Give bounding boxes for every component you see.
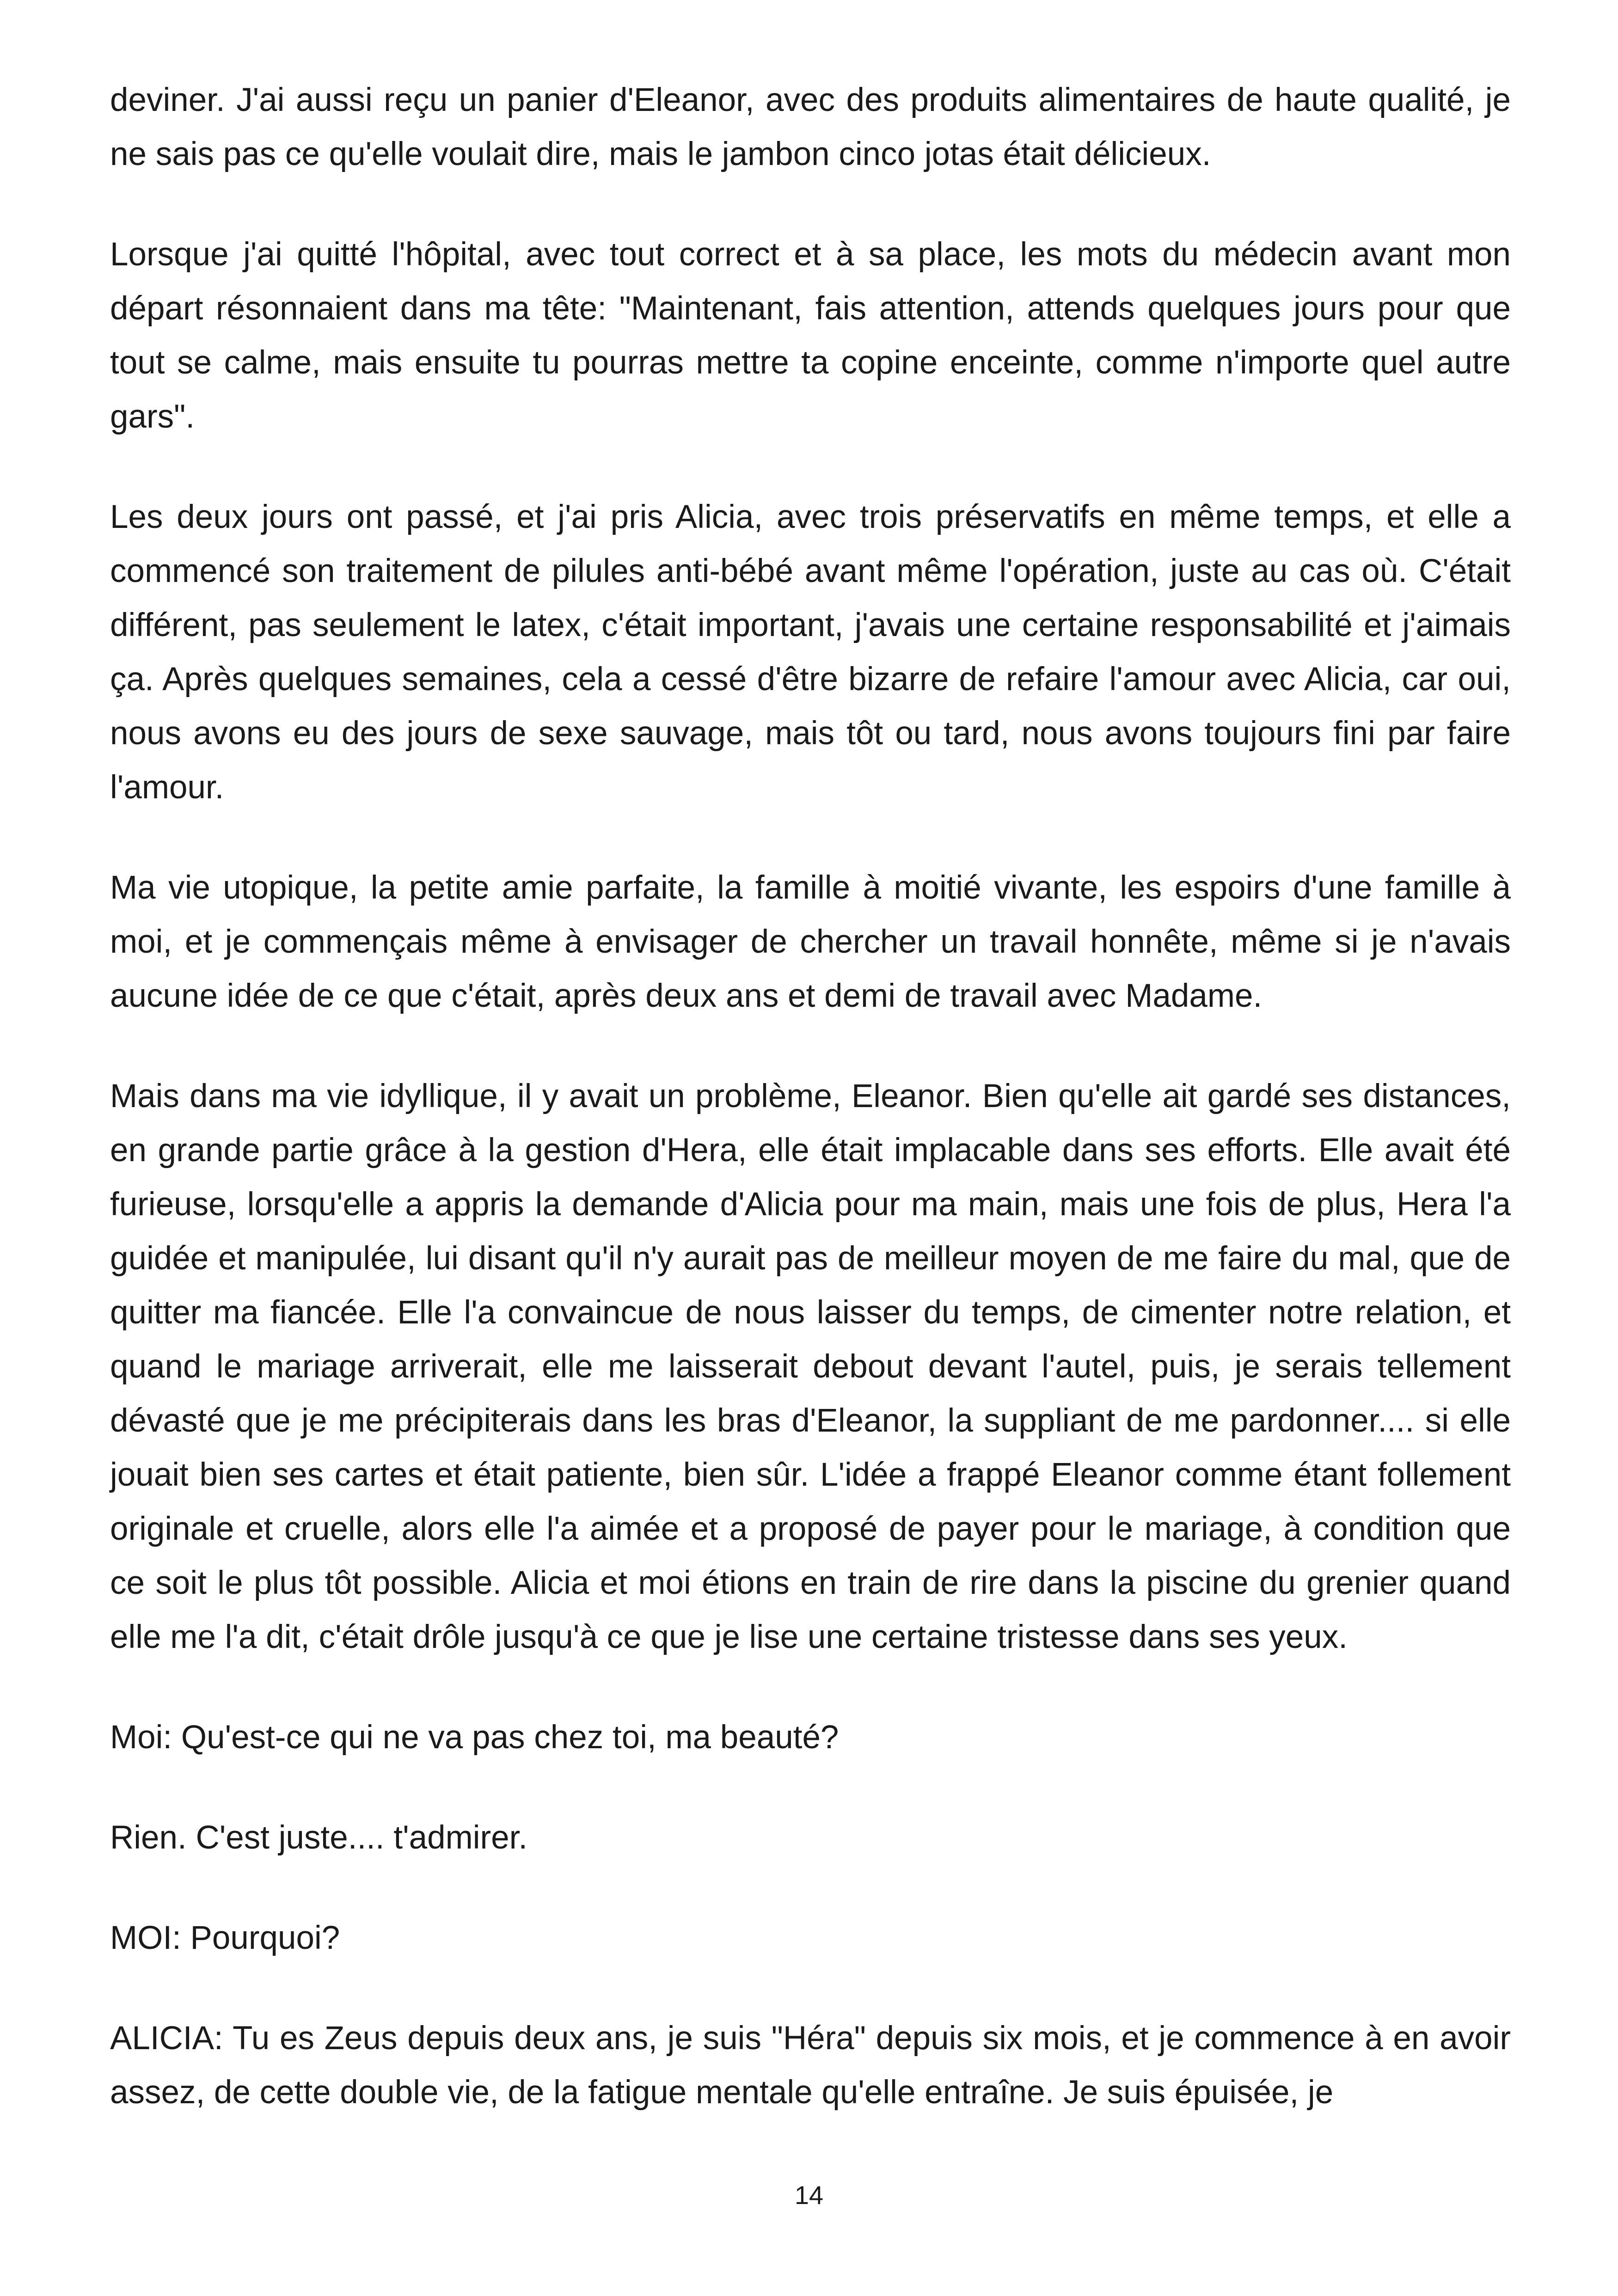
paragraph: Les deux jours ont passé, et j'ai pris Alicia, avec trois préservatifs en même temps, et elle a commencé son traitement de pilules anti-bébé avant même l'opération, juste au cas où. C'était différent, pas seulement le latex, c'était important, j'avais une certaine responsabilité et j'aimais ça. Après quelques semaines, cela a cessé d'être bizarre de refaire l'amour avec Alicia, car oui, nous avons eu des jours de sexe sauvage, mais tôt ou tard, nous avons toujours fini par faire l'amour. — [110, 499, 1511, 806]
paragraph: Lorsque j'ai quitté l'hôpital, avec tout correct et à sa place, les mots du médecin avant mon départ résonnaient dans ma tête: "Maintenant, fais attention, attends quelques jours pour que tout se calme, mais ensuite tu pourras mettre ta copine enceinte, comme n'importe quel autre gars". — [110, 236, 1511, 435]
body-text — [110, 73, 1511, 2119]
paragraph: Mais dans ma vie idyllique, il y avait un problème, Eleanor. Bien qu'elle ait gardé ses distances, en grande partie grâce à la gestion d'Hera, elle était implacable dans ses efforts. Elle avait été furieuse, lorsqu'elle a appris la demande d'Alicia pour ma main, mais une fois de plus, Hera l'a guidée et manipulée, lui disant qu'il n'y aurait pas de meilleur moyen de me faire du mal, que de quitter ma fiancée. Elle l'a convaincue de nous laisser du temps, de cimenter notre relation, et quand le mariage arriverait, elle me laisserait debout devant l'autel, puis, je serais tellement dévasté que je me précipiterais dans les bras d'Eleanor, la suppliant de me pardonner.... si elle jouait bien ses cartes et était patiente, bien sûr. L'idée a frappé Eleanor comme étant follement originale et cruelle, alors elle l'a aimée et a proposé de payer pour le mariage, à condition que ce soit le plus tôt possible. Alicia et moi étions en train de rire dans la piscine du grenier quand elle me l'a dit, c'était drôle jusqu'à ce que je lise une certaine tristesse dans ses yeux. — [110, 1078, 1511, 1655]
dialogue-line: Rien. C'est juste.... t'admirer. — [110, 1819, 528, 1856]
dialogue-line: MOI: Pourquoi? — [110, 1920, 340, 1956]
dialogue-line: ALICIA: Tu es Zeus depuis deux ans, je suis "Héra" depuis six mois, et je commence à en avoir assez, de cette double vie, de la fatigue mentale qu'elle entraîne. Je suis épuisée, je — [110, 2020, 1511, 2111]
paragraph: deviner. J'ai aussi reçu un panier d'Eleanor, avec des produits alimentaires de haute qualité, je ne sais pas ce qu'elle voulait dire, mais le jambon cinco jotas était délicieux. — [110, 82, 1511, 172]
dialogue-line: Moi: Qu'est-ce qui ne va pas chez toi, ma beauté? — [110, 1719, 839, 1756]
paragraph: Ma vie utopique, la petite amie parfaite, la famille à moitié vivante, les espoirs d'une famille à moi, et je commençais même à envisager de chercher un travail honnête, même si je n'avais aucune idée de ce que c'était, après deux ans et demi de travail avec Madame. — [110, 869, 1511, 1014]
page-number: 14 — [794, 2180, 824, 2210]
